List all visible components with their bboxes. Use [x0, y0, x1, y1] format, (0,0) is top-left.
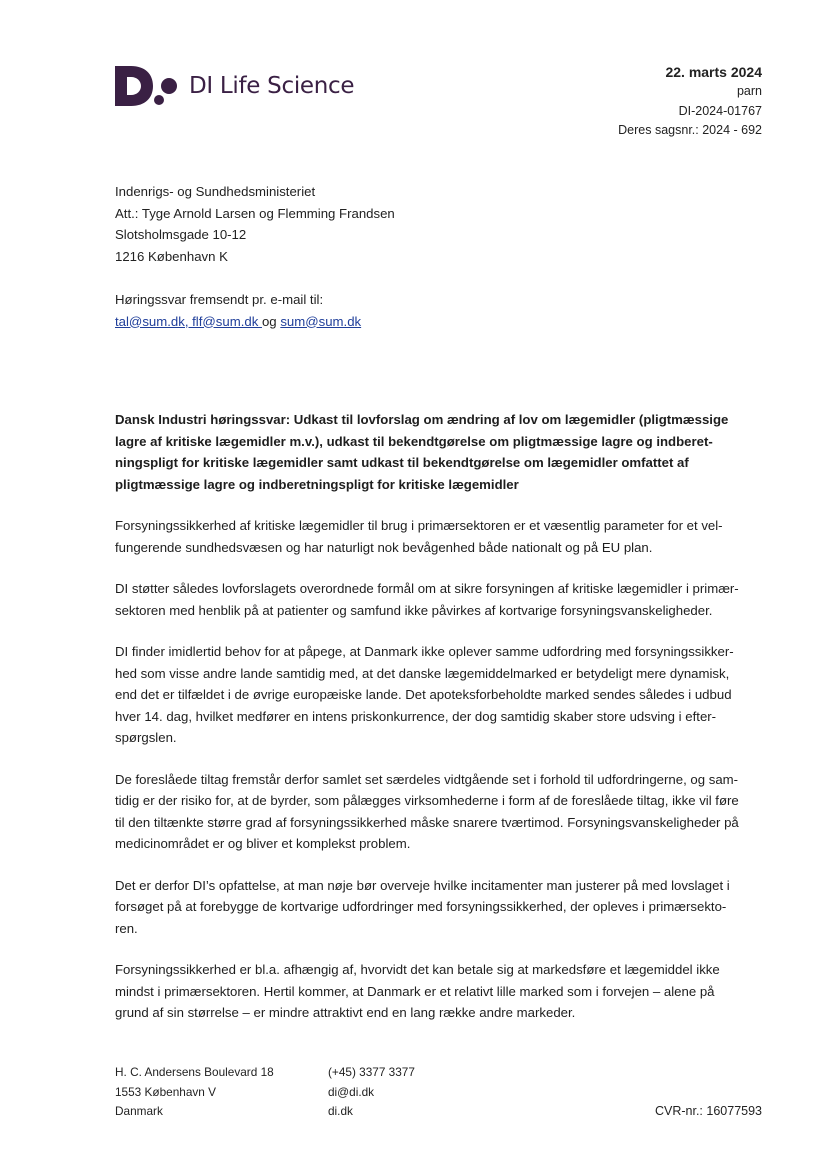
paragraph-line: DI finder imidlertid behov for at påpege, at Danmark ikke oplever samme udfordring med forsyningssikker- [115, 644, 734, 659]
email-link-tal-flf[interactable]: tal@sum.dk, flf@sum.dk [115, 313, 262, 329]
email-links [115, 311, 361, 333]
footer-address-line: Danmark [115, 1104, 163, 1118]
footer-phone: (+45) 3377 3377 [328, 1065, 415, 1079]
paragraph-line: mindst i primærsektoren. Hertil kommer, at Danmark er et relativt lille marked som i forvejen – alene på [115, 983, 715, 999]
footer-cvr [655, 1102, 762, 1122]
paragraph-line: tidig er der risiko for, at de byrder, som pålægges virksomhederne i form af de foreslåede tiltag, ikke vil føre [115, 793, 739, 808]
heading-line: pligtmæssige lagre og indberetningspligt for kritiske lægemidler [115, 476, 519, 492]
footer-contact [328, 1063, 415, 1122]
cvr-number: CVR-nr.: 16077593 [654, 1104, 762, 1118]
paragraph [115, 578, 765, 621]
footer-website[interactable]: di.dk [328, 1104, 353, 1118]
paragraph-line: Forsyningssikkerhed af kritiske lægemidler til brug i primærsektoren er et væsentlig parameter for et vel- [115, 518, 723, 533]
paragraph-line: forsøget på at forebygge de kortvarige udfordringer med forsyningssikkerhed, der opleves i primærsekto- [115, 899, 727, 914]
di-logo [115, 64, 355, 108]
logo-text: DI Life Science [189, 73, 355, 99]
footer-email[interactable]: di@di.dk [328, 1084, 375, 1099]
di-logo-icon [115, 66, 177, 106]
paragraph-line: Forsyningssikkerhed er bl.a. afhængig af, hvorvidt det kan betale sig at markedsføre et lægemiddel ikke [115, 962, 720, 977]
paragraph-line: hver 14. dag, hvilket medfører en intens priskonkurrence, der dog samtidig skaber store udsving i efter- [115, 708, 717, 724]
paragraph-line: end det er tilfældet i de øvrige europæiske lande. Det apoteksforbeholdte marked sendes således i udbud [115, 687, 732, 702]
email-intro: Høringssvar fremsendt pr. e-mail til: [115, 292, 324, 307]
paragraph-line: De foreslåede tiltag fremstår derfor samlet set særdeles vidtgående set i forhold til udfordringerne, og sam- [115, 771, 739, 787]
recipient-line: Indenrigs- og Sundhedsministeriet [115, 184, 316, 199]
paragraph-line: til den tiltænkte større grad af forsyningssikkerhed måske snarere tværtimod. Forsyningsvanskeligheder på [115, 814, 739, 830]
paragraph [115, 515, 765, 558]
heading-line: ningspligt for kritiske lægemidler samt udkast til bekendtgørelse om lægemidler omfattet af [115, 455, 689, 470]
footer-address-line: 1553 København V [115, 1084, 217, 1099]
paragraph-line: grund af sin størrelse – er mindre attraktivt end en lang række andre markeder. [115, 1005, 576, 1020]
recipient-line: 1216 København K [115, 248, 228, 264]
recipient-line: Slotsholmsgade 10-12 [115, 227, 247, 242]
email-note [115, 289, 361, 332]
paragraph-line: DI støtter således lovforslagets overordnede formål om at sikre forsyningen af kritiske lægemidler i primær- [115, 581, 739, 596]
recipient-line: Att.: Tyge Arnold Larsen og Flemming Frandsen [115, 205, 395, 221]
paragraph-line: medicinområdet er og bliver et komplekst problem. [115, 836, 411, 851]
letter-body [115, 409, 765, 1044]
heading-line: lagre af kritiske lægemidler m.v.), udkast til bekendtgørelse om pligtmæssige lagre og indberet- [115, 433, 713, 449]
author-initials: parn [736, 84, 762, 98]
paragraph [115, 641, 765, 749]
paragraph [115, 875, 765, 940]
footer-address-line: H. C. Andersens Boulevard 18 [115, 1065, 274, 1079]
paragraph-line: spørgslen. [115, 730, 177, 745]
letter-meta [618, 62, 762, 141]
paragraph-line: Det er derfor DI’s opfattelse, at man nøje bør overveje hvilke incitamenter man justerer på med lovslaget i [115, 877, 730, 893]
heading-line: Dansk Industri høringssvar: Udkast til lovforslag om ændring af lov om lægemidler (pligtmæssige [115, 412, 729, 427]
paragraph [115, 959, 765, 1024]
recipient-address [115, 181, 395, 267]
case-number: DI-2024-01767 [678, 103, 762, 118]
paragraph-line: ren. [115, 920, 138, 936]
paragraph [115, 769, 765, 855]
paragraph-line: sektoren med henblik på at patienter og samfund ikke påvirkes af kortvarige forsyningsvanskeligheder. [115, 602, 713, 618]
letter-date: 22. marts 2024 [665, 64, 762, 80]
paragraph-line: hed som visse andre lande samtidig med, at det danske lægemiddelmarked er betydeligt mere dynamisk, [115, 665, 730, 681]
email-link-sum[interactable]: sum@sum.dk [280, 313, 362, 329]
paragraph-line: fungerende sundhedsvæsen og har naturligt nok bevågenhed både nationalt og på EU plan. [115, 539, 653, 555]
their-case-number: Deres sagsnr.: 2024 - 692 [618, 123, 762, 137]
email-connector: og [261, 313, 281, 329]
footer-address [115, 1063, 274, 1122]
letter-heading [115, 409, 765, 495]
